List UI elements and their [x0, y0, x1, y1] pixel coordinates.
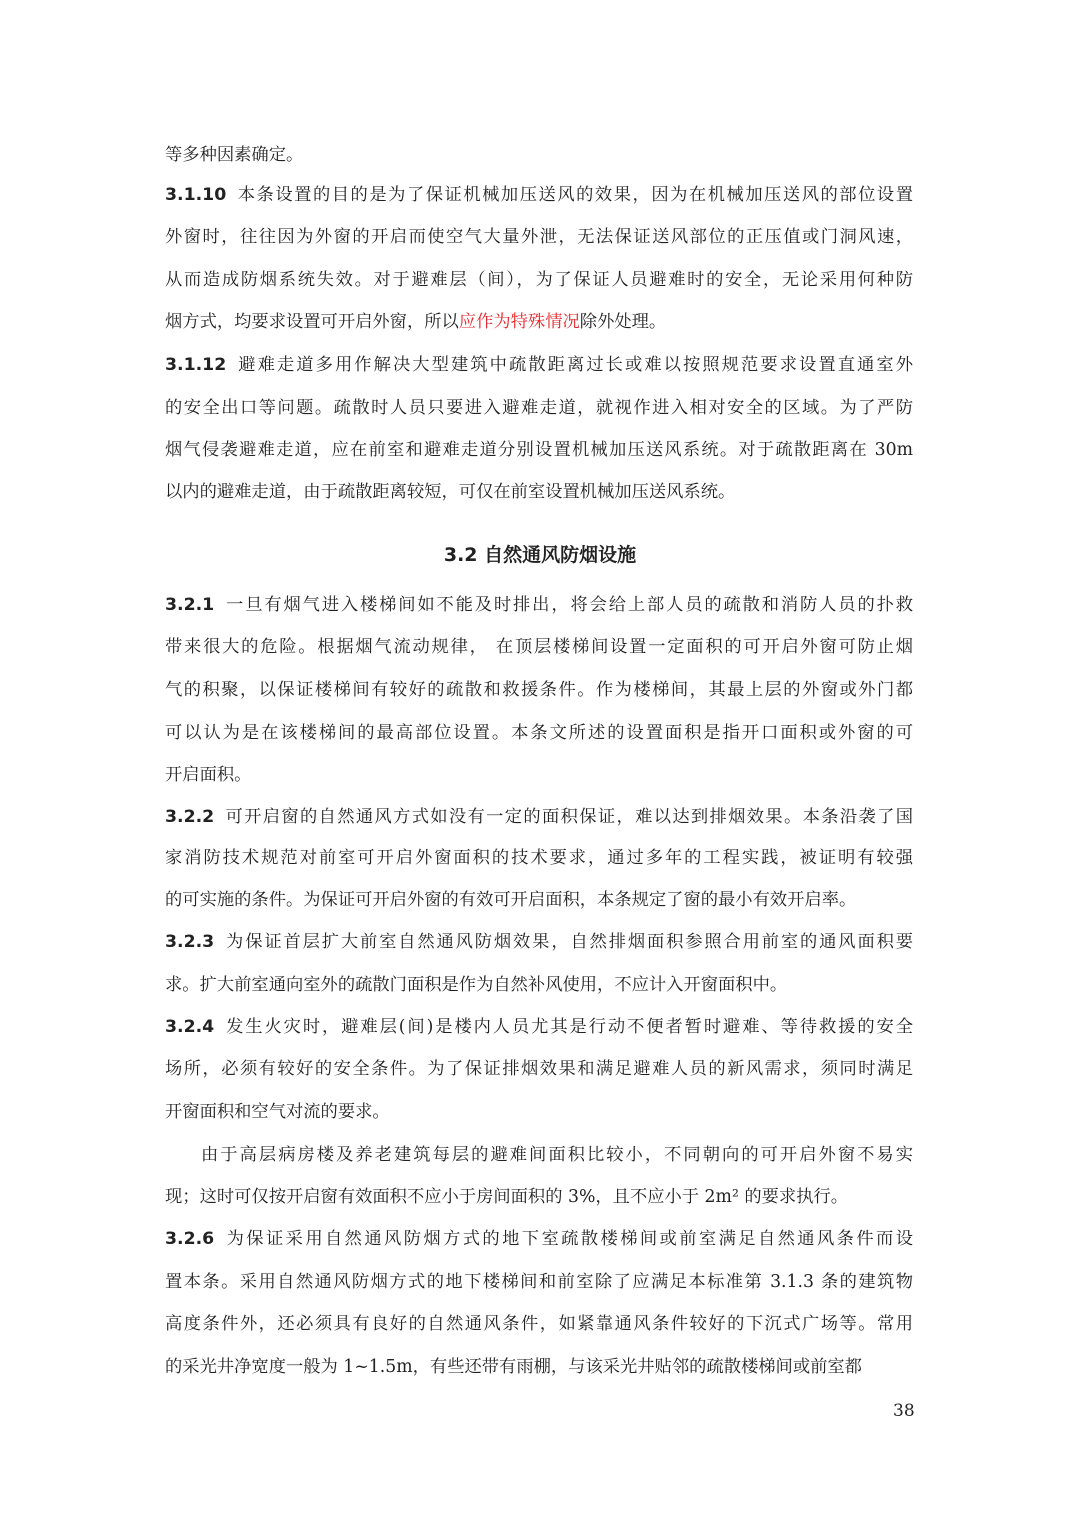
text-line [165, 1270, 913, 1294]
clause-number: 3.2.4 [165, 1017, 215, 1037]
text-line [165, 1100, 913, 1124]
line-text: 除外处理。 [579, 312, 667, 332]
text-line [165, 1355, 913, 1379]
clause-number: 3.2.6 [165, 1229, 215, 1249]
line-text: 等多种因素确定。 [165, 145, 304, 165]
text-line [165, 396, 913, 420]
line-text: 可开启窗的自然通风方式如没有一定的面积保证，难以达到排烟效果。本条沿袭了国 [224, 807, 913, 827]
line-text: 求。扩大前室通向室外的疏散门面积是作为自然补风使用，不应计入开窗面积中。 [165, 975, 788, 995]
text-line [165, 225, 913, 249]
text-line [165, 1227, 913, 1251]
text-line [165, 888, 913, 912]
line-text: 为保证采用自然通风防烟方式的地下室疏散楼梯间或前室满足自然通风条件而设 [224, 1229, 913, 1249]
line-text: 气的积聚，以保证楼梯间有较好的疏散和救援条件。作为楼梯间，其最上层的外窗或外门都 [165, 680, 913, 700]
text-line [165, 1015, 913, 1039]
line-text: 外窗时，往往因为外窗的开启而使空气大量外泄，无法保证送风部位的正压值或门洞风速， [165, 227, 913, 247]
line-text: 开启面积。 [165, 765, 252, 785]
line-text: 本条设置的目的是为了保证机械加压送风的效果，因为在机械加压送风的部位设置 [236, 185, 913, 205]
line-text: 烟气侵袭避难走道，应在前室和避难走道分别设置机械加压送风系统。对于疏散距离在 30m [165, 440, 913, 460]
line-text: 家消防技术规范对前室可开启外窗面积的技术要求，通过多年的工程实践，被证明有较强 [165, 848, 913, 868]
line-text: 现；这时可仅按开启窗有效面积不应小于房间面积的 3%，且不应小于 2m² 的要求执行。 [165, 1187, 849, 1207]
line-text: 的安全出口等问题。疏散时人员只要进入避难走道，就视作进入相对安全的区域。为了严防 [165, 398, 913, 418]
line-text: 从而造成防烟系统失效。对于避难层（间），为了保证人员避难时的安全，无论采用何种防 [165, 270, 913, 290]
text-line [165, 593, 913, 617]
line-text: 可以认为是在该楼梯间的最高部位设置。本条文所述的设置面积是指开口面积或外窗的可 [165, 723, 913, 743]
text-line [165, 1143, 913, 1167]
text-line [165, 1057, 913, 1081]
text-line [165, 721, 913, 745]
line-text: 场所，必须有较好的安全条件。为了保证排烟效果和满足避难人员的新风需求，须同时满足 [165, 1059, 913, 1079]
line-text: 高度条件外，还必须具有良好的自然通风条件，如紧靠通风条件较好的下沉式广场等。常用 [165, 1314, 913, 1334]
text-line [165, 973, 913, 997]
line-text: 为保证首层扩大前室自然通风防烟效果，自然排烟面积参照合用前室的通风面积要 [224, 932, 913, 952]
clause-number: 3.2.1 [165, 595, 215, 615]
text-line [165, 635, 913, 659]
line-text: 一旦有烟气进入楼梯间如不能及时排出，将会给上部人员的疏散和消防人员的扑救 [224, 595, 913, 615]
text-line [165, 183, 913, 207]
line-text: 发生火灾时，避难层(间)是楼内人员尤其是行动不便者暂时避难、等待救援的安全 [224, 1017, 913, 1037]
clause-number: 3.1.12 [165, 355, 227, 375]
line-text: 避难走道多用作解决大型建筑中疏散距离过长或难以按照规范要求设置直通室外 [236, 355, 913, 375]
text-line [165, 353, 913, 377]
text-line [165, 930, 913, 954]
clause-number: 3.1.10 [165, 185, 227, 205]
line-text: 烟方式，均要求设置可开启外窗，所以 [165, 312, 459, 332]
line-text: 由于高层病房楼及养老建筑每层的避难间面积比较小，不同朝向的可开启外窗不易实 [201, 1145, 913, 1165]
highlighted-text: 应作为特殊情况 [458, 312, 580, 332]
clause-number: 3.2.3 [165, 932, 215, 952]
clause-number: 3.2.2 [165, 807, 215, 827]
text-line [165, 480, 913, 504]
text-line [165, 678, 913, 702]
line-text: 置本条。采用自然通风防烟方式的地下楼梯间和前室除了应满足本标准第 3.1.3 条的建筑物 [165, 1272, 913, 1292]
text-line [165, 268, 913, 292]
line-text: 开窗面积和空气对流的要求。 [165, 1102, 390, 1122]
line-text: 以内的避难走道，由于疏散距离较短，可仅在前室设置机械加压送风系统。 [165, 482, 736, 502]
line-text: 的采光井净宽度一般为 1~1.5m，有些还带有雨棚，与该采光井贴邻的疏散楼梯间或前室都 [165, 1357, 862, 1377]
line-text: 的可实施的条件。为保证可开启外窗的有效可开启面积，本条规定了窗的最小有效开启率。 [165, 890, 857, 910]
page-number: 38 [893, 1401, 915, 1421]
text-line [165, 438, 913, 462]
section-heading: 3.2 自然通风防烟设施 [443, 544, 637, 566]
text-line [165, 1312, 913, 1336]
line-text: 带来很大的危险。根据烟气流动规律， 在顶层楼梯间设置一定面积的可开启外窗可防止烟 [165, 637, 913, 657]
text-line [165, 143, 913, 167]
text-line [165, 1185, 913, 1209]
text-line [165, 805, 913, 829]
text-line [165, 763, 913, 787]
text-line [165, 846, 913, 870]
text-line [165, 310, 913, 334]
